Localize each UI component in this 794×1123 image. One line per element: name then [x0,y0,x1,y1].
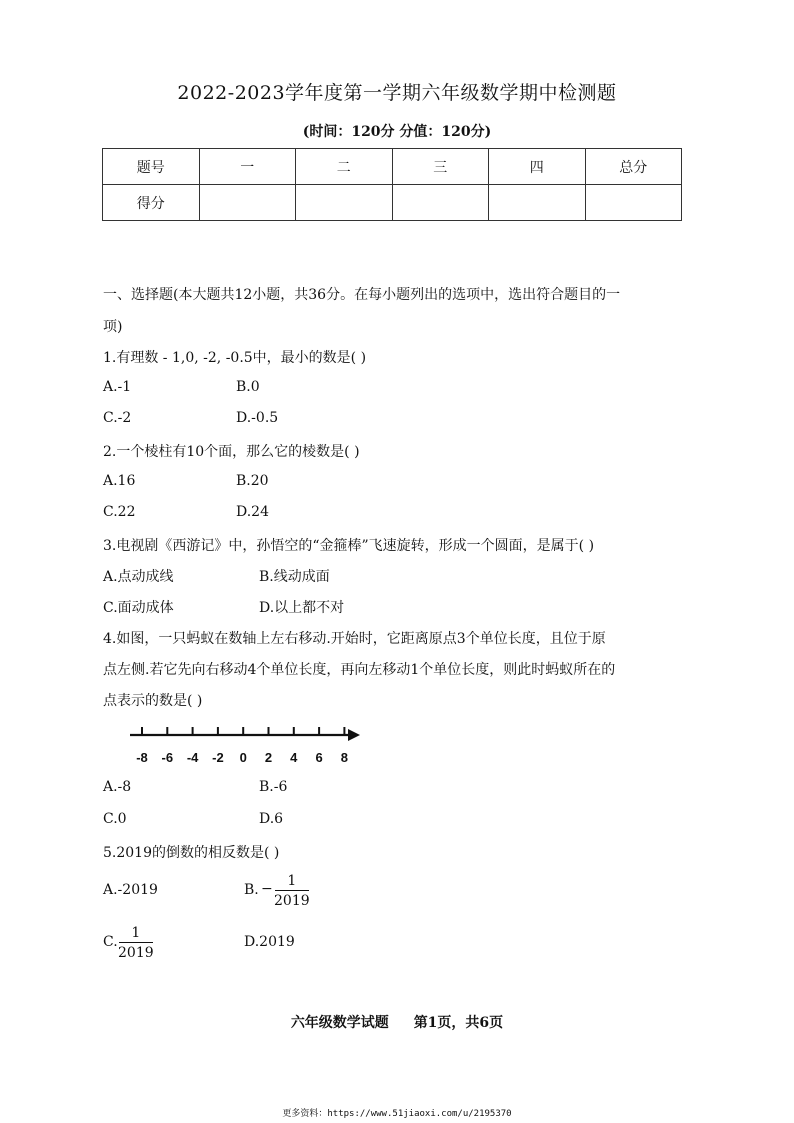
number-line-label: -8 [136,750,148,765]
table-row [103,149,682,185]
table-cell: 得分 [103,185,200,221]
page-footer [0,1012,794,1032]
section-heading: 一、选择题(本大题共12小题，共36分。在每小题列出的选项中，选出符合题目的一 [103,287,621,303]
score-table [102,148,682,221]
number-line-label: -6 [161,750,174,765]
footer-page-number: 第1页，共6页 [413,1015,504,1031]
question-5-option-b-fraction [274,872,310,911]
score-cell [392,185,489,221]
table-row [103,185,682,221]
number-line-label: 2 [264,750,273,765]
question-4-stem-line2: 点左侧.若它先向右移动4个单位长度，再向左移动1个单位长度，则此时蚂蚁所在的 [103,662,616,678]
question-2-stem: 2.一个棱柱有10个面，那么它的棱数是( ) [103,444,360,460]
score-cell [296,185,393,221]
score-cell [199,185,296,221]
question-4-option-c: C.0 [103,811,127,827]
question-2-option-c: C.22 [103,504,136,520]
number-line-label: -2 [212,750,224,765]
question-4-stem-line3: 点表示的数是( ) [103,693,203,709]
page-title: 2022-2023学年度第一学期六年级数学期中检测题 [177,82,617,104]
fraction-numerator: 1 [131,925,141,941]
question-1-option-a: A.-1 [103,379,132,395]
question-4-stem-line1: 4.如图，一只蚂蚁在数轴上左右移动.开始时，它距离原点3个单位长度，且位于原 [103,631,606,647]
question-3-option-b: B.线动成面 [259,569,330,585]
table-cell: 二 [296,149,393,185]
question-1-option-c: C.-2 [103,410,132,426]
question-1-option-b: B.0 [236,379,260,395]
question-1-option-d: D.-0.5 [236,410,279,426]
table-cell: 一 [199,149,296,185]
resource-link[interactable]: 更多资料：https://www.51jiaoxi.com/u/2195370 [282,1109,512,1119]
minus-sign: − [261,881,273,897]
question-2-option-d: D.24 [236,504,269,520]
score-cell [489,185,586,221]
question-5-stem: 5.2019的倒数的相反数是( ) [103,845,280,861]
table-cell: 总分 [585,149,682,185]
number-line-label: 0 [239,750,247,765]
number-line-label: -4 [186,750,199,765]
footer-subject: 六年级数学试题 [290,1015,389,1031]
question-5-option-d: D.2019 [244,934,295,950]
question-4-option-d: D.6 [259,811,284,827]
number-line-label: 4 [290,750,298,765]
question-4-option-b: B.-6 [259,779,288,795]
question-5-option-b-label: B. [244,882,259,898]
question-3-stem: 3.电视剧《西游记》中，孙悟空的“金箍棒”飞速旋转，形成一个圆面，是属于( ) [103,538,595,554]
question-2-option-a: A.16 [103,473,136,489]
fraction-denominator: 2019 [274,893,310,909]
table-cell: 三 [392,149,489,185]
question-5-option-c-label: C. [103,934,118,950]
exam-info: (时间：120分 分值：120分) [302,124,492,140]
section-heading-cont: 项) [103,319,123,335]
number-line-arrow [348,729,360,741]
question-5-option-a: A.-2019 [103,882,158,898]
fraction-numerator: 1 [287,873,297,889]
number-line-label: 8 [340,750,349,765]
number-line-label: 6 [315,750,323,765]
number-line-figure [120,718,370,774]
question-4-option-a: A.-8 [103,779,132,795]
question-5-option-c-fraction [118,924,154,963]
question-3-option-d: D.以上都不对 [259,600,345,616]
question-1-stem: 1.有理数 - 1,0, -2, -0.5中，最小的数是( ) [103,350,367,366]
question-2-option-b: B.20 [236,473,269,489]
fraction-denominator: 2019 [118,945,154,961]
score-cell [585,185,682,221]
question-3-option-c: C.面动成体 [103,600,174,616]
question-3-option-a: A.点动成线 [103,569,174,585]
table-cell: 题号 [103,149,200,185]
table-cell: 四 [489,149,586,185]
